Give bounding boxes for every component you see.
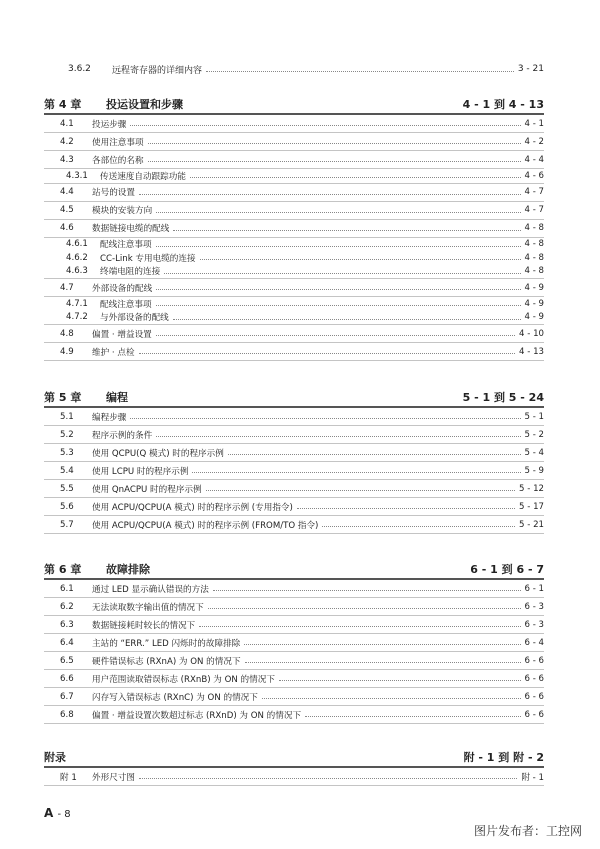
toc-entry[interactable] — [44, 444, 544, 462]
entry-number: 附 1 — [60, 772, 77, 783]
entry-number: 4.7.2 — [66, 312, 88, 323]
chapter-page-range: 4 - 1 到 4 - 13 — [462, 98, 544, 111]
entry-number: 4.6 — [60, 223, 74, 233]
entry-title: 配线注意事项 — [100, 299, 152, 310]
entry-title: 传送速度自动跟踪功能 — [100, 171, 186, 182]
entry-page: 5 - 12 — [519, 483, 544, 494]
chapter-page-range: 5 - 1 到 5 - 24 — [462, 391, 544, 404]
toc-entry[interactable] — [44, 580, 544, 598]
footer-prefix: A — [44, 806, 54, 820]
entry-title: 数据链接电缆的配线 — [92, 224, 170, 234]
entry-number: 6.3 — [60, 619, 74, 630]
entry-number: 5.6 — [60, 501, 74, 512]
toc-entry[interactable] — [44, 169, 544, 184]
entry-title: 终端电阻的连接 — [100, 267, 161, 278]
leader-dots — [139, 353, 515, 354]
entry-title: 外部设备的配线 — [92, 283, 153, 294]
leader-dots — [173, 230, 520, 231]
chapter-section — [44, 560, 544, 724]
page-footer — [44, 806, 71, 820]
chapter-title: 故障排除 — [106, 563, 150, 576]
toc-entry[interactable] — [44, 133, 544, 151]
entry-page: 4 - 6 — [524, 170, 544, 181]
entry-number: 6.1 — [60, 583, 74, 594]
toc-entry[interactable] — [44, 498, 544, 516]
leader-dots — [164, 273, 520, 274]
leader-dots — [156, 289, 520, 290]
watermark-text: 图片发布者：工控网 — [473, 824, 582, 838]
chapter-page-range: 6 - 1 到 6 - 7 — [470, 563, 544, 576]
leader-dots — [199, 626, 520, 627]
entry-title: 维护 · 点检 — [92, 347, 135, 358]
entry-title: 编程步骤 — [92, 412, 127, 423]
leader-dots — [262, 698, 521, 699]
leader-dots — [156, 305, 521, 306]
entry-page: 5 - 21 — [519, 519, 544, 530]
leader-dots — [297, 508, 515, 509]
toc-entry[interactable] — [44, 297, 544, 311]
toc-entry[interactable] — [44, 251, 544, 265]
entry-number: 5.3 — [60, 447, 74, 458]
entry-number: 6.4 — [60, 637, 74, 648]
entry-number: 4.6.2 — [66, 252, 88, 263]
toc-entry[interactable] — [44, 115, 544, 133]
entry-title: 各部位的名称 — [92, 155, 144, 166]
leader-dots — [206, 71, 514, 72]
entry-title: 使用 LCPU 时的程序示例 — [92, 466, 189, 477]
toc-entry[interactable] — [44, 151, 544, 169]
chapter-label: 第 4 章 — [44, 98, 82, 111]
leader-dots — [148, 161, 521, 162]
entry-page: 6 - 6 — [524, 691, 544, 702]
entry-page: 5 - 17 — [519, 501, 544, 512]
entry-number: 4.5 — [60, 205, 74, 215]
leader-dots — [206, 490, 515, 491]
leader-dots — [245, 662, 521, 663]
leader-dots — [130, 125, 520, 126]
entry-title: 用户范围读取错误标志 (RXnB) 为 ON 的情况下 — [92, 674, 275, 685]
chapter-page-range: 附 - 1 到 附 - 2 — [463, 751, 544, 764]
entry-number: 4.6.3 — [66, 266, 88, 277]
toc-entry[interactable] — [44, 480, 544, 498]
toc-entry[interactable] — [44, 652, 544, 670]
toc-entry[interactable] — [44, 311, 544, 326]
entry-page: 附 - 1 — [521, 772, 544, 783]
leader-dots — [228, 454, 521, 455]
entry-page: 4 - 8 — [524, 239, 544, 250]
entry-page: 6 - 6 — [524, 673, 544, 684]
chapter-title: 投运设置和步骤 — [106, 98, 183, 111]
leader-dots — [173, 319, 521, 320]
toc-entry[interactable] — [44, 706, 544, 724]
entry-page: 6 - 6 — [524, 709, 544, 720]
leader-dots — [156, 246, 521, 247]
entry-number: 6.2 — [60, 601, 74, 612]
entry-page: 4 - 7 — [524, 205, 544, 215]
entry-title: 使用 ACPU/QCPU(A 模式) 时的程序示例 (专用指令) — [92, 502, 293, 513]
entry-number: 4.4 — [60, 187, 74, 197]
chapter-label: 第 5 章 — [44, 391, 82, 404]
toc-entry[interactable] — [44, 184, 544, 202]
leader-dots — [139, 778, 517, 779]
entry-title: 程序示例的条件 — [92, 430, 153, 441]
entry-page: 4 - 8 — [524, 266, 544, 277]
entry-title: 使用 QCPU(Q 模式) 时的程序示例 — [92, 448, 224, 459]
toc-entry[interactable] — [44, 238, 544, 252]
leader-dots — [156, 335, 515, 336]
toc-entry[interactable] — [44, 265, 544, 280]
chapter-label: 附录 — [44, 751, 66, 764]
toc-entry[interactable] — [44, 516, 544, 534]
entry-page: 6 - 3 — [524, 619, 544, 630]
entry-page: 6 - 4 — [524, 637, 544, 648]
toc-entry-3-6-2 — [68, 62, 544, 76]
chapter-label: 第 6 章 — [44, 563, 82, 576]
toc-entry[interactable] — [44, 616, 544, 634]
toc-entry[interactable] — [44, 670, 544, 688]
leader-dots — [244, 644, 520, 645]
entry-number: 5.7 — [60, 519, 74, 530]
entry-title: 投运步骤 — [92, 119, 127, 130]
entry-page: 4 - 9 — [524, 312, 544, 323]
entry-page: 4 - 7 — [524, 187, 544, 197]
entry-number: 5.4 — [60, 465, 74, 476]
entry-title: 通过 LED 显示确认错误的方法 — [92, 584, 209, 595]
entry-number: 5.1 — [60, 411, 74, 422]
entry-number: 4.1 — [60, 118, 74, 129]
entry-page: 4 - 2 — [524, 136, 544, 147]
entry-page: 5 - 2 — [524, 429, 544, 440]
chapter-section — [44, 748, 544, 786]
entry-number: 4.3 — [60, 154, 74, 165]
toc-entry[interactable] — [44, 768, 544, 786]
toc-entry[interactable] — [44, 279, 544, 297]
entry-number: 6.6 — [60, 673, 74, 684]
toc-entry[interactable] — [44, 426, 544, 444]
footer-page-number: - 8 — [57, 809, 71, 820]
chapter-title: 编程 — [106, 391, 128, 404]
entry-title: 外形尺寸图 — [92, 772, 135, 783]
toc-entry[interactable] — [44, 462, 544, 480]
toc-entry[interactable] — [44, 634, 544, 652]
entry-page: 4 - 8 — [524, 252, 544, 263]
entry-title: 偏置 · 增益设置次数超过标志 (RXnD) 为 ON 的情况下 — [92, 710, 302, 721]
entry-number: 4.7 — [60, 282, 74, 293]
leader-dots — [156, 436, 520, 437]
entry-number: 6.5 — [60, 655, 74, 666]
entry-number: 4.6.1 — [66, 239, 88, 250]
entry-title: 远程寄存器的详细内容 — [112, 65, 203, 76]
leader-dots — [213, 590, 521, 591]
entry-number: 4.9 — [60, 346, 74, 357]
chapter-heading — [44, 748, 544, 768]
entry-title: 模块的安装方向 — [92, 206, 153, 216]
entry-title: 偏置 · 增益设置 — [92, 329, 152, 340]
entry-number: 3.6.2 — [68, 64, 91, 74]
entry-page: 5 - 4 — [524, 447, 544, 458]
chapter-section — [44, 388, 544, 534]
toc-entry[interactable] — [44, 343, 544, 361]
entry-page: 3 - 21 — [517, 64, 544, 74]
entry-title: 闪存写入错误标志 (RXnC) 为 ON 的情况下 — [92, 692, 258, 703]
entry-page: 4 - 10 — [519, 328, 544, 339]
entry-number: 4.7.1 — [66, 298, 88, 309]
entry-page: 6 - 6 — [524, 655, 544, 666]
entry-page: 5 - 1 — [524, 411, 544, 422]
toc-entry[interactable] — [44, 408, 544, 426]
chapter-heading — [44, 388, 544, 408]
entry-page: 4 - 1 — [524, 118, 544, 129]
entry-number: 5.5 — [60, 483, 74, 494]
entry-title: 与外部设备的配线 — [100, 313, 169, 324]
entry-title: 使用 ACPU/QCPU(A 模式) 时的程序示例 (FROM/TO 指令) — [92, 520, 319, 531]
entry-title: CC-Link 专用电缆的连接 — [100, 253, 196, 264]
leader-dots — [200, 259, 521, 260]
entry-title: 使用 QnACPU 时的程序示例 — [92, 484, 202, 495]
entry-number: 4.3.1 — [66, 170, 88, 181]
entry-page: 4 - 9 — [524, 282, 544, 293]
entry-page: 4 - 13 — [519, 346, 544, 357]
leader-dots — [148, 143, 521, 144]
toc-entry[interactable] — [44, 220, 544, 238]
toc-entry[interactable] — [44, 325, 544, 343]
entry-number: 6.7 — [60, 691, 74, 702]
chapter-heading — [44, 560, 544, 580]
toc-entry[interactable] — [44, 688, 544, 706]
entry-number: 4.8 — [60, 328, 74, 339]
entry-page: 6 - 3 — [524, 601, 544, 612]
leader-dots — [190, 177, 521, 178]
entry-title: 硬件错误标志 (RXnA) 为 ON 的情况下 — [92, 656, 241, 667]
toc-entry[interactable] — [44, 598, 544, 616]
toc-entry[interactable] — [44, 202, 544, 220]
leader-dots — [279, 680, 521, 681]
leader-dots — [305, 716, 520, 717]
entry-title: 无法读取数字输出值的情况下 — [92, 602, 204, 613]
chapter-heading — [44, 95, 544, 115]
entry-page: 4 - 9 — [524, 298, 544, 309]
entry-title: 配线注意事项 — [100, 240, 152, 251]
entry-page: 4 - 4 — [524, 154, 544, 165]
entry-page: 6 - 1 — [524, 583, 544, 594]
entry-number: 6.8 — [60, 709, 74, 720]
chapter-section — [44, 95, 544, 361]
entry-number: 4.2 — [60, 136, 74, 147]
entry-page: 4 - 8 — [524, 223, 544, 233]
entry-title: 站号的设置 — [92, 188, 135, 198]
entry-title: 数据链接耗时较长的情况下 — [92, 620, 196, 631]
leader-dots — [156, 212, 520, 213]
entry-title: 使用注意事项 — [92, 137, 144, 148]
entry-number: 5.2 — [60, 429, 74, 440]
leader-dots — [322, 526, 515, 527]
leader-dots — [139, 194, 521, 195]
entry-title: 主站的 “ERR.” LED 闪烁时的故障排除 — [92, 638, 241, 649]
entry-page: 5 - 9 — [524, 465, 544, 476]
leader-dots — [192, 472, 520, 473]
leader-dots — [208, 608, 521, 609]
leader-dots — [130, 418, 520, 419]
